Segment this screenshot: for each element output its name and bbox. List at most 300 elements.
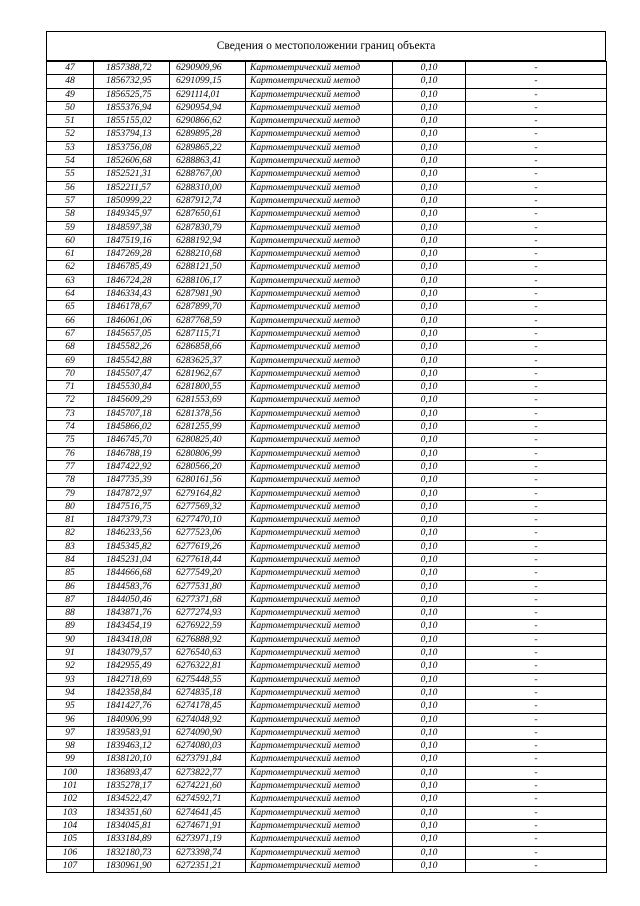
point-number-cell: 94 (47, 686, 94, 699)
y-coordinate-cell: 6289895,28 (170, 128, 246, 141)
y-coordinate-cell: 6280566,20 (170, 460, 246, 473)
point-number-cell: 105 (47, 833, 94, 846)
note-cell: - (466, 234, 607, 247)
y-coordinate-cell: 6277523,06 (170, 527, 246, 540)
precision-cell: 0,10 (393, 647, 466, 660)
method-cell: Картометрический метод (246, 527, 393, 540)
method-cell: Картометрический метод (246, 208, 393, 221)
method-cell: Картометрический метод (246, 753, 393, 766)
x-coordinate-cell: 1834522,47 (94, 793, 170, 806)
y-coordinate-cell: 6280825,40 (170, 434, 246, 447)
precision-cell: 0,10 (393, 62, 466, 75)
note-cell: - (466, 487, 607, 500)
x-coordinate-cell: 1846724,28 (94, 274, 170, 287)
x-coordinate-cell: 1845530,84 (94, 381, 170, 394)
precision-cell: 0,10 (393, 221, 466, 234)
y-coordinate-cell: 6291114,01 (170, 88, 246, 101)
note-cell: - (466, 88, 607, 101)
precision-cell: 0,10 (393, 327, 466, 340)
y-coordinate-cell: 6291099,15 (170, 75, 246, 88)
method-cell: Картометрический метод (246, 367, 393, 380)
point-number-cell: 86 (47, 580, 94, 593)
y-coordinate-cell: 6277531,80 (170, 580, 246, 593)
table-row (47, 567, 607, 580)
point-number-cell: 106 (47, 846, 94, 859)
note-cell: - (466, 793, 607, 806)
y-coordinate-cell: 6287899,70 (170, 301, 246, 314)
method-cell: Картометрический метод (246, 487, 393, 500)
y-coordinate-cell: 6274090,90 (170, 726, 246, 739)
table-row (47, 713, 607, 726)
note-cell: - (466, 288, 607, 301)
y-coordinate-cell: 6287768,59 (170, 314, 246, 327)
table-row (47, 859, 607, 872)
x-coordinate-cell: 1847269,28 (94, 248, 170, 261)
x-coordinate-cell: 1847516,75 (94, 500, 170, 513)
table-row (47, 327, 607, 340)
table-row (47, 234, 607, 247)
note-cell: - (466, 633, 607, 646)
note-cell: - (466, 75, 607, 88)
method-cell: Картометрический метод (246, 354, 393, 367)
point-number-cell: 102 (47, 793, 94, 806)
x-coordinate-cell: 1843079,57 (94, 647, 170, 660)
method-cell: Картометрический метод (246, 514, 393, 527)
table-row (47, 527, 607, 540)
precision-cell: 0,10 (393, 274, 466, 287)
x-coordinate-cell: 1842718,69 (94, 673, 170, 686)
method-cell: Картометрический метод (246, 553, 393, 566)
note-cell: - (466, 474, 607, 487)
point-number-cell: 103 (47, 806, 94, 819)
x-coordinate-cell: 1852606,68 (94, 155, 170, 168)
precision-cell: 0,10 (393, 128, 466, 141)
point-number-cell: 75 (47, 434, 94, 447)
method-cell: Картометрический метод (246, 766, 393, 779)
note-cell: - (466, 421, 607, 434)
note-cell: - (466, 514, 607, 527)
method-cell: Картометрический метод (246, 421, 393, 434)
method-cell: Картометрический метод (246, 101, 393, 114)
x-coordinate-cell: 1852521,31 (94, 168, 170, 181)
table-row (47, 726, 607, 739)
y-coordinate-cell: 6274178,45 (170, 700, 246, 713)
method-cell: Картометрический метод (246, 407, 393, 420)
y-coordinate-cell: 6272351,21 (170, 859, 246, 872)
precision-cell: 0,10 (393, 447, 466, 460)
point-number-cell: 61 (47, 248, 94, 261)
precision-cell: 0,10 (393, 234, 466, 247)
method-cell: Картометрический метод (246, 660, 393, 673)
y-coordinate-cell: 6277470,10 (170, 514, 246, 527)
table-row (47, 514, 607, 527)
precision-cell: 0,10 (393, 726, 466, 739)
table-row (47, 447, 607, 460)
precision-cell: 0,10 (393, 261, 466, 274)
note-cell: - (466, 766, 607, 779)
table-row (47, 793, 607, 806)
method-cell: Картометрический метод (246, 793, 393, 806)
method-cell: Картометрический метод (246, 434, 393, 447)
note-cell: - (466, 660, 607, 673)
x-coordinate-cell: 1853794,13 (94, 128, 170, 141)
y-coordinate-cell: 6274835,18 (170, 686, 246, 699)
x-coordinate-cell: 1845657,05 (94, 327, 170, 340)
x-coordinate-cell: 1849345,97 (94, 208, 170, 221)
point-number-cell: 81 (47, 514, 94, 527)
note-cell: - (466, 434, 607, 447)
point-number-cell: 98 (47, 740, 94, 753)
note-cell: - (466, 261, 607, 274)
point-number-cell: 96 (47, 713, 94, 726)
table-row (47, 248, 607, 261)
x-coordinate-cell: 1856732,95 (94, 75, 170, 88)
method-cell: Картометрический метод (246, 686, 393, 699)
note-cell: - (466, 327, 607, 340)
point-number-cell: 80 (47, 500, 94, 513)
note-cell: - (466, 527, 607, 540)
x-coordinate-cell: 1841427,76 (94, 700, 170, 713)
point-number-cell: 70 (47, 367, 94, 380)
table-row (47, 341, 607, 354)
y-coordinate-cell: 6290909,96 (170, 62, 246, 75)
x-coordinate-cell: 1840906,99 (94, 713, 170, 726)
method-cell: Картометрический метод (246, 633, 393, 646)
note-cell: - (466, 101, 607, 114)
coordinates-table-body (47, 62, 607, 873)
y-coordinate-cell: 6281962,67 (170, 367, 246, 380)
x-coordinate-cell: 1845866,02 (94, 421, 170, 434)
precision-cell: 0,10 (393, 288, 466, 301)
y-coordinate-cell: 6273822,77 (170, 766, 246, 779)
table-row (47, 128, 607, 141)
point-number-cell: 79 (47, 487, 94, 500)
method-cell: Картометрический метод (246, 394, 393, 407)
precision-cell: 0,10 (393, 208, 466, 221)
table-row (47, 62, 607, 75)
x-coordinate-cell: 1847872,97 (94, 487, 170, 500)
method-cell: Картометрический метод (246, 806, 393, 819)
note-cell: - (466, 115, 607, 128)
y-coordinate-cell: 6280161,56 (170, 474, 246, 487)
precision-cell: 0,10 (393, 101, 466, 114)
table-row (47, 540, 607, 553)
point-number-cell: 84 (47, 553, 94, 566)
method-cell: Картометрический метод (246, 288, 393, 301)
x-coordinate-cell: 1847735,39 (94, 474, 170, 487)
precision-cell: 0,10 (393, 421, 466, 434)
method-cell: Картометрический метод (246, 740, 393, 753)
x-coordinate-cell: 1846785,49 (94, 261, 170, 274)
precision-cell: 0,10 (393, 141, 466, 154)
coordinates-table (46, 61, 607, 873)
x-coordinate-cell: 1830961,90 (94, 859, 170, 872)
point-number-cell: 95 (47, 700, 94, 713)
point-number-cell: 48 (47, 75, 94, 88)
point-number-cell: 63 (47, 274, 94, 287)
note-cell: - (466, 407, 607, 420)
table-row (47, 660, 607, 673)
x-coordinate-cell: 1845542,88 (94, 354, 170, 367)
point-number-cell: 57 (47, 194, 94, 207)
x-coordinate-cell: 1835278,17 (94, 780, 170, 793)
point-number-cell: 69 (47, 354, 94, 367)
method-cell: Картометрический метод (246, 846, 393, 859)
point-number-cell: 55 (47, 168, 94, 181)
precision-cell: 0,10 (393, 394, 466, 407)
method-cell: Картометрический метод (246, 194, 393, 207)
table-row (47, 607, 607, 620)
note-cell: - (466, 673, 607, 686)
method-cell: Картометрический метод (246, 327, 393, 340)
x-coordinate-cell: 1857388,72 (94, 62, 170, 75)
precision-cell: 0,10 (393, 700, 466, 713)
table-row (47, 593, 607, 606)
note-cell: - (466, 540, 607, 553)
precision-cell: 0,10 (393, 500, 466, 513)
precision-cell: 0,10 (393, 780, 466, 793)
method-cell: Картометрический метод (246, 447, 393, 460)
y-coordinate-cell: 6277549,20 (170, 567, 246, 580)
point-number-cell: 50 (47, 101, 94, 114)
y-coordinate-cell: 6288863,41 (170, 155, 246, 168)
table-row (47, 673, 607, 686)
precision-cell: 0,10 (393, 793, 466, 806)
table-row (47, 194, 607, 207)
table-row (47, 633, 607, 646)
method-cell: Картометрический метод (246, 567, 393, 580)
table-row (47, 261, 607, 274)
y-coordinate-cell: 6287981,90 (170, 288, 246, 301)
precision-cell: 0,10 (393, 354, 466, 367)
y-coordinate-cell: 6281800,55 (170, 381, 246, 394)
note-cell: - (466, 700, 607, 713)
x-coordinate-cell: 1847519,16 (94, 234, 170, 247)
table-row (47, 407, 607, 420)
y-coordinate-cell: 6288106,17 (170, 274, 246, 287)
table-row (47, 500, 607, 513)
table-row (47, 647, 607, 660)
precision-cell: 0,10 (393, 553, 466, 566)
precision-cell: 0,10 (393, 766, 466, 779)
precision-cell: 0,10 (393, 301, 466, 314)
precision-cell: 0,10 (393, 460, 466, 473)
precision-cell: 0,10 (393, 514, 466, 527)
precision-cell: 0,10 (393, 248, 466, 261)
point-number-cell: 53 (47, 141, 94, 154)
x-coordinate-cell: 1836893,47 (94, 766, 170, 779)
precision-cell: 0,10 (393, 540, 466, 553)
precision-cell: 0,10 (393, 833, 466, 846)
note-cell: - (466, 181, 607, 194)
y-coordinate-cell: 6290954,94 (170, 101, 246, 114)
precision-cell: 0,10 (393, 819, 466, 832)
method-cell: Картометрический метод (246, 248, 393, 261)
y-coordinate-cell: 6286858,66 (170, 341, 246, 354)
table-row (47, 221, 607, 234)
x-coordinate-cell: 1850999,22 (94, 194, 170, 207)
note-cell: - (466, 314, 607, 327)
y-coordinate-cell: 6274671,91 (170, 819, 246, 832)
table-row (47, 367, 607, 380)
note-cell: - (466, 394, 607, 407)
point-number-cell: 97 (47, 726, 94, 739)
x-coordinate-cell: 1842955,49 (94, 660, 170, 673)
note-cell: - (466, 753, 607, 766)
method-cell: Картометрический метод (246, 474, 393, 487)
method-cell: Картометрический метод (246, 62, 393, 75)
point-number-cell: 77 (47, 460, 94, 473)
method-cell: Картометрический метод (246, 301, 393, 314)
x-coordinate-cell: 1838120,10 (94, 753, 170, 766)
x-coordinate-cell: 1855376,94 (94, 101, 170, 114)
precision-cell: 0,10 (393, 474, 466, 487)
method-cell: Картометрический метод (246, 234, 393, 247)
precision-cell: 0,10 (393, 194, 466, 207)
method-cell: Картометрический метод (246, 274, 393, 287)
point-number-cell: 107 (47, 859, 94, 872)
point-number-cell: 91 (47, 647, 94, 660)
note-cell: - (466, 580, 607, 593)
table-row (47, 168, 607, 181)
note-cell: - (466, 248, 607, 261)
x-coordinate-cell: 1844050,46 (94, 593, 170, 606)
precision-cell: 0,10 (393, 527, 466, 540)
point-number-cell: 67 (47, 327, 94, 340)
note-cell: - (466, 155, 607, 168)
x-coordinate-cell: 1845707,18 (94, 407, 170, 420)
point-number-cell: 78 (47, 474, 94, 487)
y-coordinate-cell: 6279164,82 (170, 487, 246, 500)
point-number-cell: 56 (47, 181, 94, 194)
table-row (47, 141, 607, 154)
x-coordinate-cell: 1845231,04 (94, 553, 170, 566)
note-cell: - (466, 194, 607, 207)
method-cell: Картометрический метод (246, 859, 393, 872)
table-row (47, 753, 607, 766)
precision-cell: 0,10 (393, 75, 466, 88)
x-coordinate-cell: 1855155,02 (94, 115, 170, 128)
method-cell: Картометрический метод (246, 700, 393, 713)
y-coordinate-cell: 6274592,71 (170, 793, 246, 806)
x-coordinate-cell: 1834351,60 (94, 806, 170, 819)
table-row (47, 301, 607, 314)
table-row (47, 434, 607, 447)
x-coordinate-cell: 1845609,29 (94, 394, 170, 407)
note-cell: - (466, 460, 607, 473)
table-row (47, 115, 607, 128)
y-coordinate-cell: 6287912,74 (170, 194, 246, 207)
point-number-cell: 58 (47, 208, 94, 221)
table-row (47, 819, 607, 832)
y-coordinate-cell: 6277274,93 (170, 607, 246, 620)
y-coordinate-cell: 6277619,26 (170, 540, 246, 553)
x-coordinate-cell: 1844666,68 (94, 567, 170, 580)
y-coordinate-cell: 6273791,84 (170, 753, 246, 766)
y-coordinate-cell: 6290866,62 (170, 115, 246, 128)
method-cell: Картометрический метод (246, 780, 393, 793)
point-number-cell: 66 (47, 314, 94, 327)
x-coordinate-cell: 1846233,56 (94, 527, 170, 540)
y-coordinate-cell: 6276888,92 (170, 633, 246, 646)
y-coordinate-cell: 6287115,71 (170, 327, 246, 340)
x-coordinate-cell: 1843454,19 (94, 620, 170, 633)
table-row (47, 208, 607, 221)
x-coordinate-cell: 1846178,67 (94, 301, 170, 314)
method-cell: Картометрический метод (246, 181, 393, 194)
y-coordinate-cell: 6276540,63 (170, 647, 246, 660)
method-cell: Картометрический метод (246, 593, 393, 606)
table-row (47, 88, 607, 101)
precision-cell: 0,10 (393, 753, 466, 766)
note-cell: - (466, 686, 607, 699)
table-row (47, 155, 607, 168)
method-cell: Картометрический метод (246, 607, 393, 620)
note-cell: - (466, 221, 607, 234)
x-coordinate-cell: 1843418,08 (94, 633, 170, 646)
table-row (47, 620, 607, 633)
point-number-cell: 89 (47, 620, 94, 633)
table-row (47, 288, 607, 301)
y-coordinate-cell: 6280806,99 (170, 447, 246, 460)
point-number-cell: 52 (47, 128, 94, 141)
point-number-cell: 71 (47, 381, 94, 394)
table-row (47, 421, 607, 434)
y-coordinate-cell: 6277618,44 (170, 553, 246, 566)
method-cell: Картометрический метод (246, 168, 393, 181)
x-coordinate-cell: 1845507,47 (94, 367, 170, 380)
table-row (47, 686, 607, 699)
method-cell: Картометрический метод (246, 460, 393, 473)
precision-cell: 0,10 (393, 593, 466, 606)
point-number-cell: 74 (47, 421, 94, 434)
point-number-cell: 88 (47, 607, 94, 620)
note-cell: - (466, 567, 607, 580)
table-row (47, 75, 607, 88)
method-cell: Картометрический метод (246, 500, 393, 513)
table-row (47, 833, 607, 846)
point-number-cell: 90 (47, 633, 94, 646)
note-cell: - (466, 168, 607, 181)
method-cell: Картометрический метод (246, 128, 393, 141)
point-number-cell: 60 (47, 234, 94, 247)
note-cell: - (466, 833, 607, 846)
precision-cell: 0,10 (393, 181, 466, 194)
note-cell: - (466, 593, 607, 606)
point-number-cell: 93 (47, 673, 94, 686)
note-cell: - (466, 381, 607, 394)
y-coordinate-cell: 6273971,19 (170, 833, 246, 846)
note-cell: - (466, 301, 607, 314)
method-cell: Картометрический метод (246, 620, 393, 633)
precision-cell: 0,10 (393, 434, 466, 447)
method-cell: Картометрический метод (246, 381, 393, 394)
method-cell: Картометрический метод (246, 726, 393, 739)
table-row (47, 101, 607, 114)
precision-cell: 0,10 (393, 633, 466, 646)
table-row (47, 181, 607, 194)
x-coordinate-cell: 1852211,57 (94, 181, 170, 194)
x-coordinate-cell: 1846334,43 (94, 288, 170, 301)
x-coordinate-cell: 1846745,70 (94, 434, 170, 447)
point-number-cell: 100 (47, 766, 94, 779)
y-coordinate-cell: 6276922,59 (170, 620, 246, 633)
precision-cell: 0,10 (393, 713, 466, 726)
table-row (47, 394, 607, 407)
point-number-cell: 72 (47, 394, 94, 407)
table-row (47, 474, 607, 487)
table-row (47, 740, 607, 753)
